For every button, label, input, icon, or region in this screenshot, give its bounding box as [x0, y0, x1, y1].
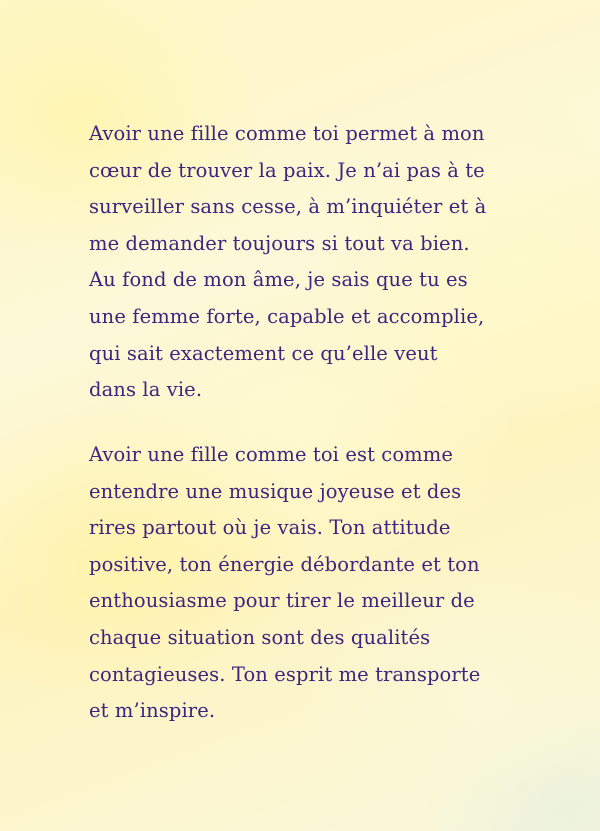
text-line: qui sait exactement ce qu’elle veut	[89, 341, 438, 365]
text-line: enthousiasme pour tirer le meilleur de	[89, 589, 475, 613]
text-line: Avoir une fille comme toi permet à mon	[89, 122, 485, 145]
text-line: entendre une musique joyeuse et des	[89, 479, 462, 503]
text-line: rires partout où je vais. Ton attitude	[89, 516, 451, 540]
text-line: surveiller sans cesse, à m’inquiéter et à	[89, 195, 487, 219]
text-line: Au fond de mon âme, je sais que tu es	[89, 268, 468, 292]
text-line: une femme forte, capable et accomplie,	[89, 304, 485, 328]
text-line: Avoir une fille comme toi est comme	[89, 443, 453, 466]
paragraph-2	[89, 437, 529, 730]
text-line: et m’inspire.	[89, 699, 216, 723]
text-line: dans la vie.	[89, 378, 203, 402]
text-line: contagieuses. Ton esprit me transporte	[89, 662, 481, 686]
text-line: chaque situation sont des qualités	[89, 625, 431, 649]
text-line: me demander toujours si tout va bien.	[89, 231, 470, 255]
text-line: positive, ton énergie débordante et ton	[89, 552, 480, 576]
text-line: cœur de trouver la paix. Je n’ai pas à te	[89, 158, 485, 182]
paragraph-1	[89, 116, 529, 409]
